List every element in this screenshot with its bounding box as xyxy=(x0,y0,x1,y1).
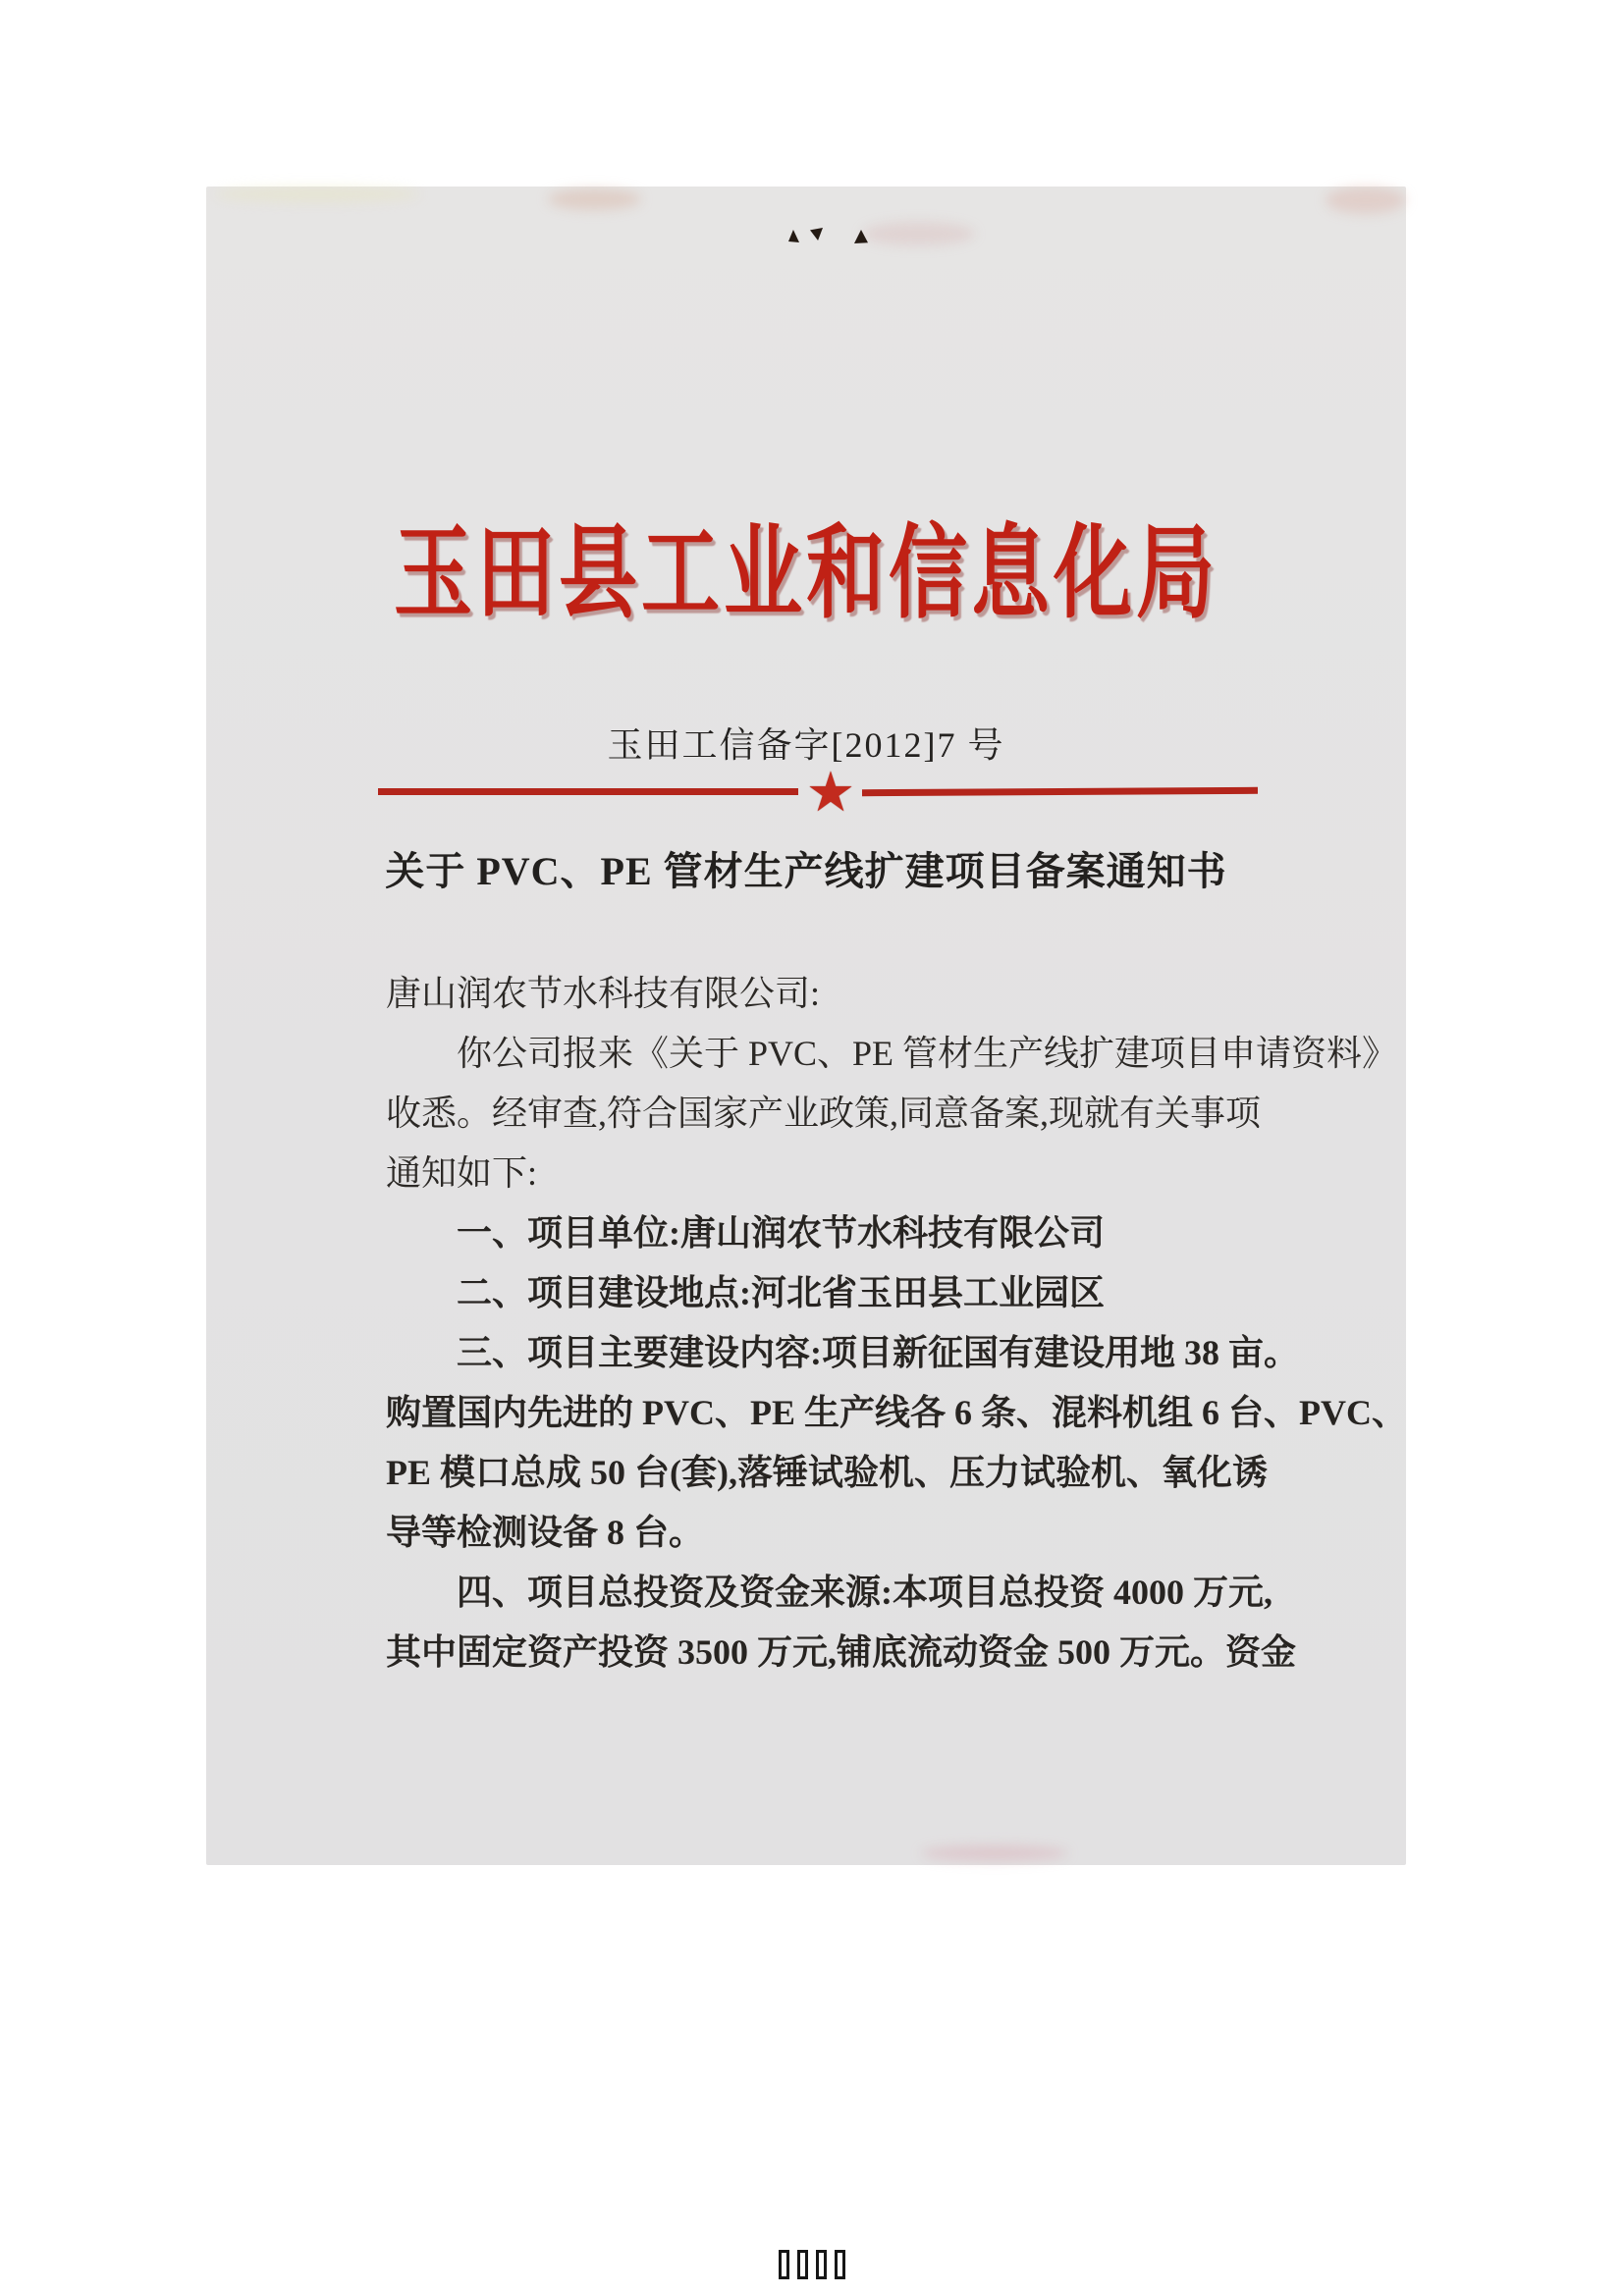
ink-dot xyxy=(810,228,823,240)
item-line-3: 三、项目主要建设内容:项目新征国有建设用地 38 亩。 xyxy=(457,1333,1299,1372)
paper-stain xyxy=(548,188,641,210)
paper-stain xyxy=(921,1845,1068,1861)
salutation-line: 唐山润农节水科技有限公司: xyxy=(386,974,821,1013)
item-line-1: 一、项目单位:唐山润农节水科技有限公司 xyxy=(457,1213,1105,1253)
body-line: PE 模口总成 50 台(套),落锤试验机、压力试验机、氧化诱 xyxy=(386,1453,1268,1492)
body-line: 通知如下: xyxy=(386,1153,538,1193)
body-line: 其中固定资产投资 3500 万元,铺底流动资金 500 万元。资金 xyxy=(386,1632,1297,1672)
tofu-box-glyph xyxy=(816,2250,827,2279)
body-line: 购置国内先进的 PVC、PE 生产线各 6 条、混料机组 6 台、PVC、 xyxy=(386,1393,1407,1432)
tofu-box-glyph xyxy=(779,2250,789,2279)
paper-stain xyxy=(862,222,975,245)
paper-stain xyxy=(214,187,420,202)
letterhead-agency-name: 玉田县工业和信息化局 xyxy=(394,518,1218,631)
document-title: 关于 PVC、PE 管材生产线扩建项目备案通知书 xyxy=(385,849,1227,893)
paper-stain xyxy=(1326,187,1406,214)
scanned-document-paper xyxy=(206,187,1406,1865)
document-number: 玉田工信备字[2012]7 号 xyxy=(607,725,1005,765)
divider-line-left xyxy=(378,788,798,795)
page-footer xyxy=(0,2250,1624,2279)
divider-line-right xyxy=(862,787,1258,796)
document-body xyxy=(386,964,1407,1682)
body-line: 导等检测设备 8 台。 xyxy=(386,1513,705,1552)
body-line: 收悉。经审查,符合国家产业政策,同意备案,现就有关事项 xyxy=(386,1094,1262,1133)
ink-dot xyxy=(788,230,799,242)
star-icon: ★ xyxy=(805,761,856,825)
item-line-2: 二、项目建设地点:河北省玉田县工业园区 xyxy=(457,1273,1105,1312)
item-line-4: 四、项目总投资及资金来源:本项目总投资 4000 万元, xyxy=(457,1573,1272,1612)
tofu-box-glyph xyxy=(835,2250,845,2279)
letterhead-divider xyxy=(206,761,1406,829)
body-line: 你公司报来《关于 PVC、PE 管材生产线扩建项目申请资料》 xyxy=(457,1034,1398,1073)
tofu-box-glyph xyxy=(797,2250,808,2279)
